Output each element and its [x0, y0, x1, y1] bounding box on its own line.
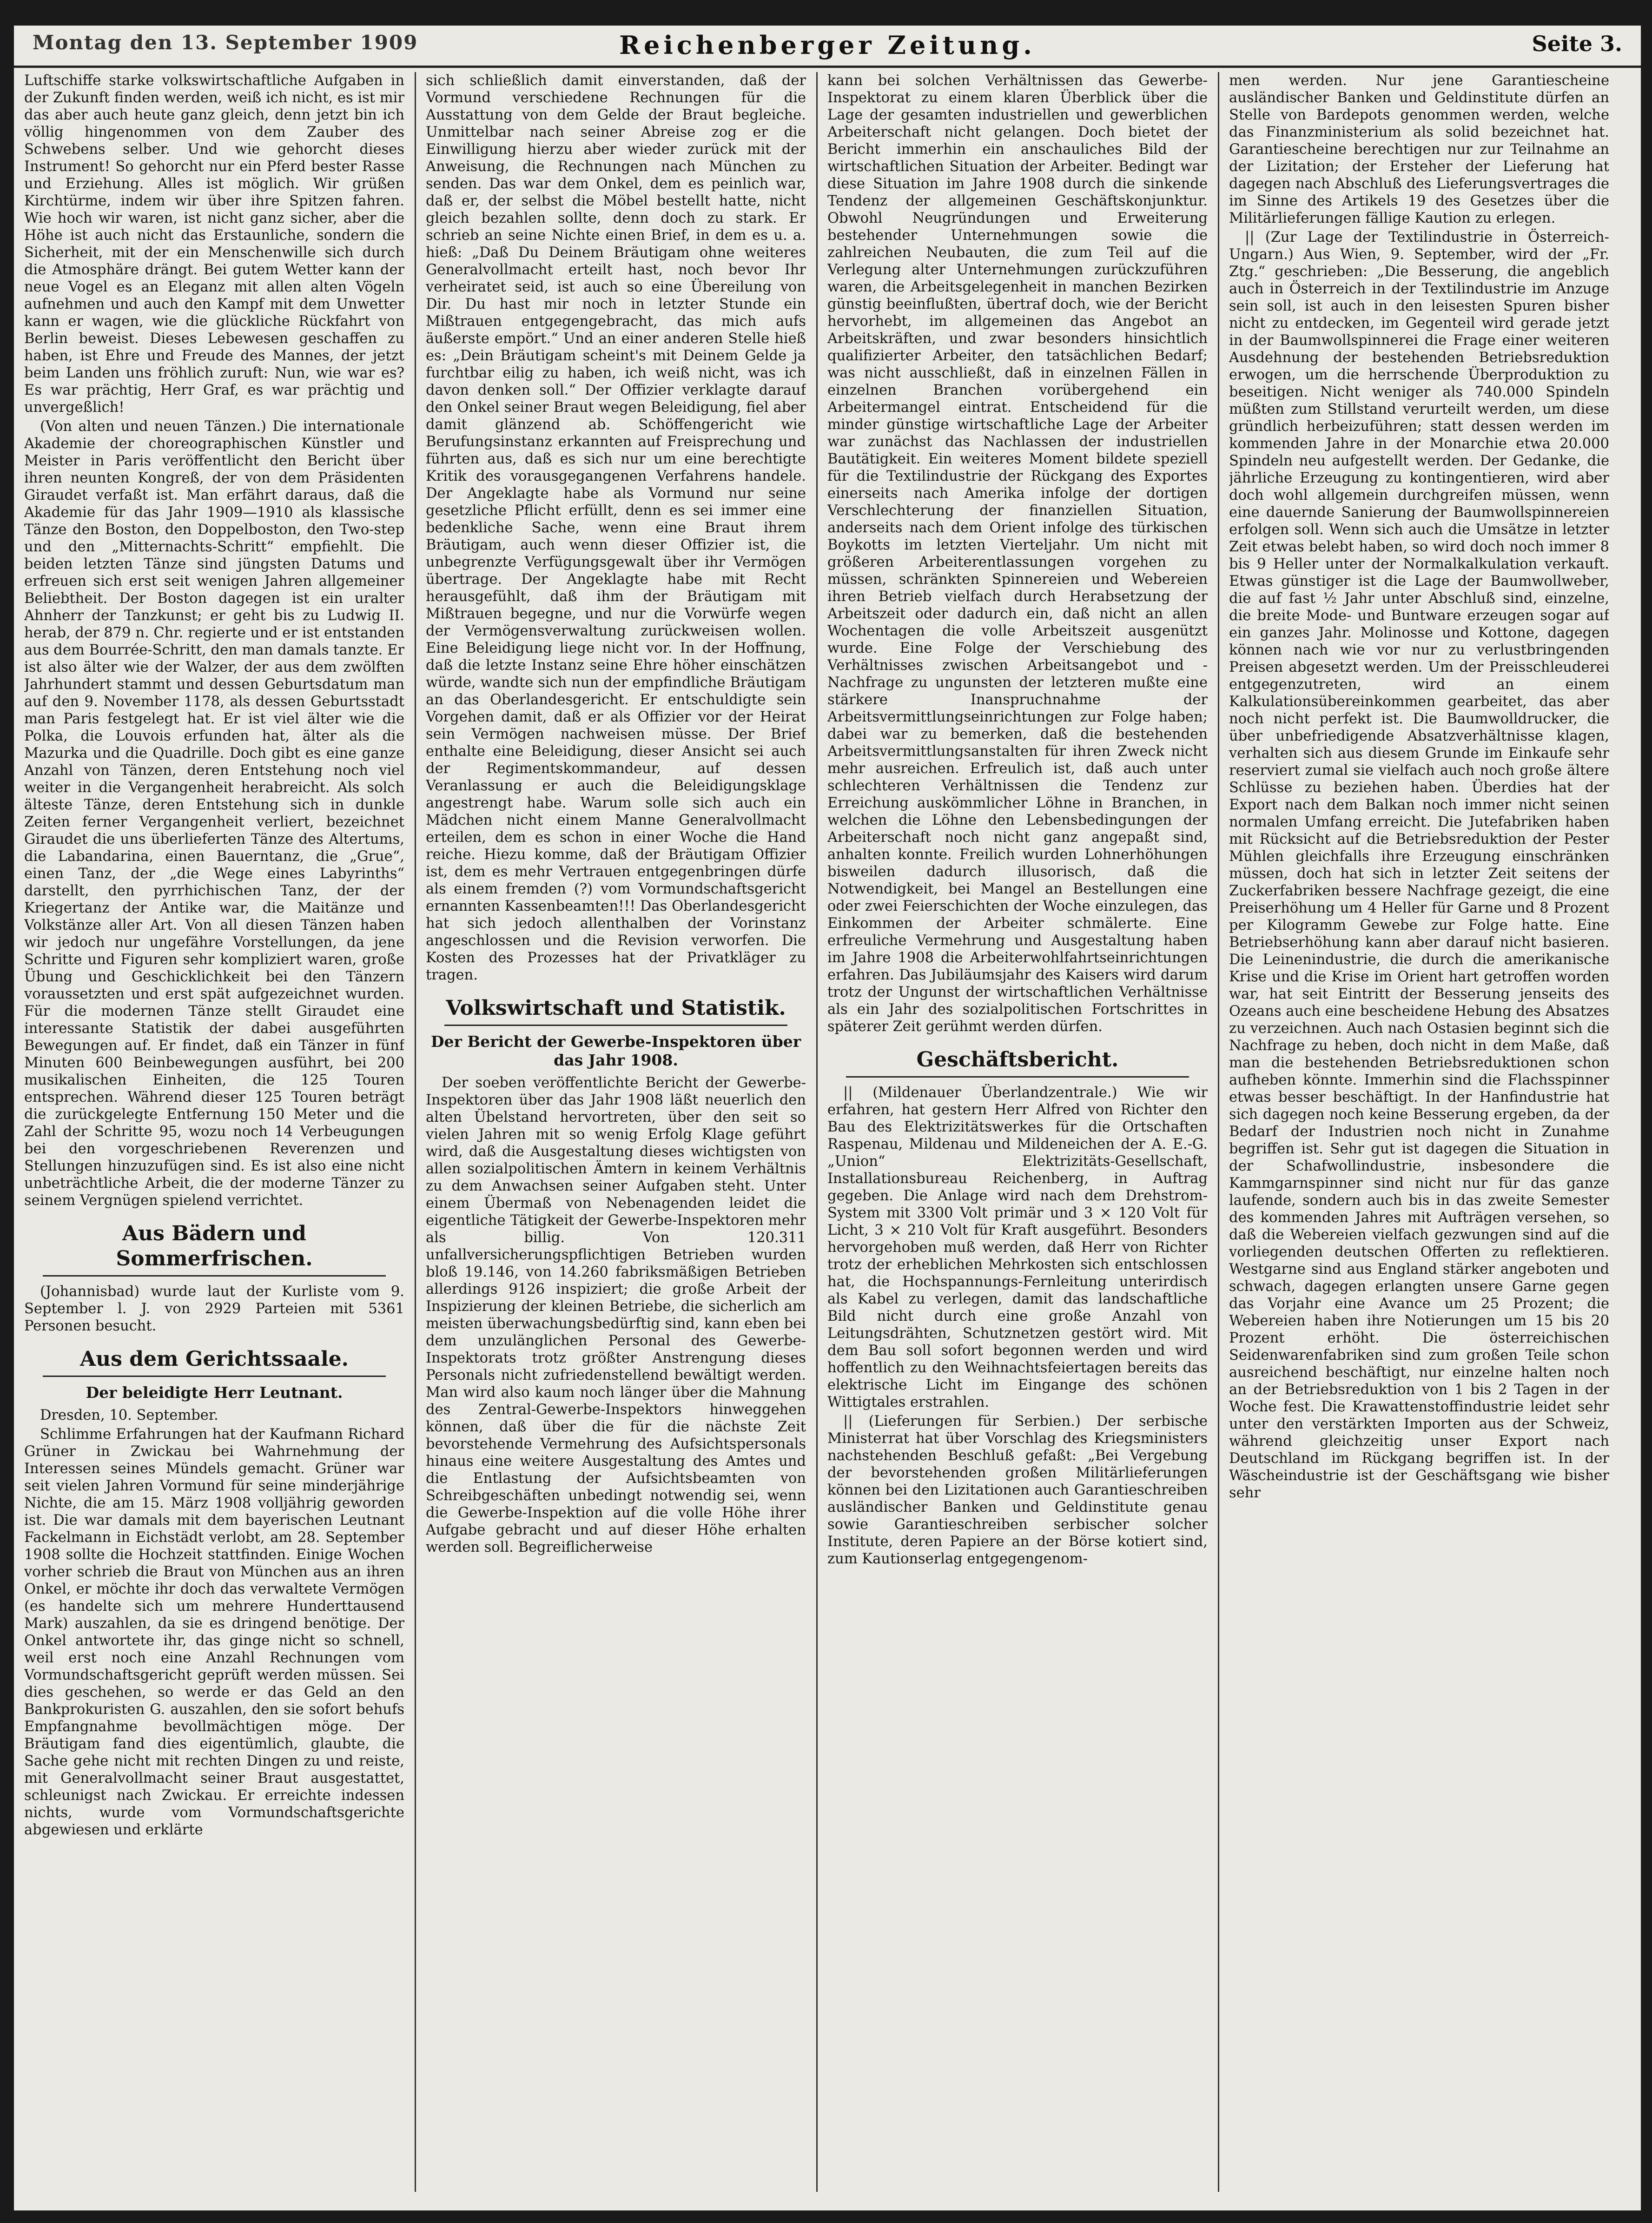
column-3	[827, 72, 1208, 2192]
article-paragraph: (Von alten und neuen Tänzen.) Die internationale Akademie der choreographischen Künstler und Meister in Paris veröffentlicht den Bericht über ihren neunten Kongreß, der von dem Präsidenten Giraudet verfaßt ist. Man erfährt daraus, daß die Akademie für das Jahr 1909—1910 als klassische Tänze den Boston, den Doppelboston, den Two-step und den „Mitternachts-Schritt“ empfiehlt. Die beiden letzten Tänze sind jüngsten Datums und erfreuen sich erst seit wenigen Jahren allgemeiner Beliebtheit. Der Boston dagegen ist ein uralter Ahnherr der Tanzkunst; er geht bis zu Ludwig II. herab, der 879 n. Chr. regierte und er ist entstanden aus dem Bourrée-Schritt, den man damals tanzte. Er ist also älter wie der Walzer, der aus dem zwölften Jahrhundert stammt und dessen Geburtsdatum man auf den 9. November 1178, als dessen Geburtsstadt man Paris festgelegt hat. Er ist viel älter wie die Polka, die Louvois erfunden hat, älter als die Mazurka und die Quadrille. Doch gibt es eine ganze Anzahl von Tänzen, deren Entstehung noch viel weiter in die Vergangenheit herabreicht. Als solch älteste Tänze, deren Entstehung sich in dunkle Zeiten ferner Vergangenheit verliert, bezeichnet Giraudet die uns überlieferten Tänze des Altertums, die Labandarina, einen Bauerntanz, die „Grue“, einen Tanz, der „die Wege eines Labyrinths“ darstellt, den pyrrhichischen Tanz, der der Kriegertanz der Antike war, die Maitänze und Volkstänze aller Art. Von all diesen Tänzen haben wir jedoch nur ungefähre Vorstellungen, da jene Schritte und Figuren sehr kompliziert waren, große Übung und Geschicklichkeit bei den Tänzern voraussetzten und erst spät aufgezeichnet wurden. Für die modernen Tänze stellt Giraudet eine interessante Statistik der dabei ausgeführten Bewegungen auf. Er findet, daß ein Tänzer in fünf Minuten 600 Beinbewegungen ausführt, bei 200 musikalischen Einheiten, die 125 Touren entsprechen. Während dieser 125 Touren beträgt die zurückgelegte Entfernung 150 Meter und die Zahl der Schritte 95, wozu noch 14 Verbeugungen bei den vorgeschriebenen Reverenzen und Stellungen hinzuzufügen sind. Es ist also eine nicht unbeträchtliche Arbeit, die der moderne Tänzer zu seinem Vergnügen spielend verrichtet.	[24, 418, 404, 1209]
page-header	[14, 26, 1641, 68]
article-paragraph: kann bei solchen Verhältnissen das Gewerbe-Inspektorat zu einem klaren Überblick über die Lage der gesamten industriellen und gewerblichen Arbeiterschaft nicht gelangen. Doch bietet der Bericht immerhin ein anschauliches Bild der wirtschaftlichen Situation der Arbeiter. Bedingt war diese Situation im Jahre 1908 durch die sinkende Tendenz der allgemeinen Geschäftskonjunktur. Obwohl Neugründungen und Erweiterung bestehender Unternehmungen sowie die zahlreichen Neubauten, die zum Teil auf die Verlegung alter Unternehmungen zurückzuführen waren, die Arbeitsgelegenheit in manchen Bezirken günstig beeinflußten, übertraf doch, wie der Bericht hervorhebt, im allgemeinen das Angebot an Arbeitskräften, und zwar besonders hinsichtlich qualifizierter Arbeiter, den tatsächlichen Bedarf; was nicht ausschließt, daß in einzelnen Fällen in einzelnen Branchen vorübergehend ein Arbeitermangel eintrat. Entscheidend für die minder günstige wirtschaftliche Lage der Arbeiter war zunächst das Nachlassen der industriellen Bautätigkeit. Ein weiteres Moment bildete speziell für die Textilindustrie der Rückgang des Exportes einerseits nach Amerika infolge der dortigen Verschlechterung der finanziellen Situation, anderseits nach dem Orient infolge des türkischen Boykotts im letzten Vierteljahr. Um nicht mit größeren Arbeiterentlassungen vorgehen zu müssen, schränkten Spinnereien und Webereien ihren Betrieb vielfach durch Herabsetzung der Arbeitszeit oder dadurch ein, daß nicht an allen Wochentagen die volle Arbeitszeit ausgenützt wurde. Eine Folge der Verschiebung des Verhältnisses zwischen Arbeitsangebot und -Nachfrage zu ungunsten der letzteren mußte eine stärkere Inanspruchnahme der Arbeitsvermittlungseinrichtungen zur Folge haben; dabei war zu bemerken, daß die bestehenden Arbeitsvermittlungsanstalten für ihren Zweck nicht mehr ausreichen. Erfreulich ist, daß auch unter schlechteren Verhältnissen die Tendenz zur Erreichung auskömmlicher Löhne in Branchen, in welchen die Löhne den Lebensbedingungen der Arbeiterschaft noch nicht ganz angepaßt sind, anhalten konnte. Freilich wurden Lohnerhöhungen bisweilen dadurch illusorisch, daß die Notwendigkeit, bei Mangel an Bestellungen eine oder zwei Feierschichten der Woche einzulegen, das Einkommen der Arbeiter schmälerte. Eine erfreuliche Vermehrung und Ausgestaltung haben im Jahre 1908 die Arbeiterwohlfahrtseinrichtungen erfahren. Das Jubiläumsjahr des Kaisers wird darum trotz der Ungunst der wirtschaftlichen Verhältnisse als ein Jahr des sozialpolitischen Fortschrittes in späterer Zeit gerühmt werden dürfen.	[827, 73, 1208, 1035]
section-rule	[846, 1076, 1189, 1078]
section-rule	[43, 1275, 386, 1277]
column-divider	[816, 72, 818, 2192]
section-rule	[444, 1025, 787, 1026]
article-paragraph: Luftschiffe starke volkswirtschaftliche Aufgaben in der Zukunft finden werden, weiß ich nicht, es ist mir das aber auch heute ganz gleich, denn jetzt bin ich völlig hingenommen von dem Zauber des Schwebens selber. Und wie gehorcht dieses Instrument! So gehorcht nur ein Pferd bester Rasse und Erziehung. Alles ist möglich. Wir grüßen Kirchtürme, indem wir über ihre Spitzen fahren. Wie hoch wir waren, ist nicht ganz sicher, aber die Höhe ist auch nicht das Erstaunliche, sondern die Sicherheit, mit der ein Menschenwille sich durch die Atmosphäre drängt. Bei gutem Wetter kann der neue Vogel es an Eleganz mit allen alten Vögeln aufnehmen und auch den Kampf mit dem Unwetter kann er wagen, wie die glückliche Rückfahrt von Berlin beweist. Dieses Lebewesen geschaffen zu haben, ist Ehre und Freude des Mannes, der jetzt beim Landen uns fröhlich zuruft: Nun, wie war es? Es war prächtig, Herr Graf, es war prächtig und unvergeßlich!	[24, 73, 404, 416]
newspaper-title: Reichenberger Zeitung.	[619, 30, 1036, 60]
column-2	[426, 72, 806, 2192]
section-heading: Aus Bädern und Sommerfrischen.	[116, 1222, 313, 1270]
newspaper-page	[14, 26, 1641, 2210]
column-1	[24, 72, 404, 2192]
article-paragraph: || (Lieferungen für Serbien.) Der serbische Ministerrat hat über Vorschlag des Kriegsministers nachstehenden Beschluß gefaßt: „Bei Vergebung der bevorstehenden großen Militärlieferungen können bei den Lizitationen auch Garantieschreiben ausländischer Banken und Geldinstitute genau sowie Garantieschreiben serbischer solcher Institute, deren Papiere an der Börse kotiert sind, zum Kautionserlag entgegengenom-	[827, 1413, 1208, 1567]
article-paragraph: sich schließlich damit einverstanden, daß der Vormund verschiedene Rechnungen für die Ausstattung von dem Gelde der Braut begleiche. Unmittelbar nach seiner Abreise zog er die Einwilligung hierzu aber wieder zurück mit der Anweisung, die Rechnungen nach München zu senden. Das war dem Onkel, dem es peinlich war, daß er, der selbst die Möbel bestellt hatte, nicht gleich bezahlen sollte, denn doch zu stark. Er schrieb an seine Nichte einen Brief, in dem es u. a. hieß: „Daß Du Deinem Bräutigam ohne weiteres Generalvollmacht erteilt hast, noch bevor Ihr verheiratet seid, ist auch so eine Übereilung von Dir. Du hast mir noch in letzter Stunde ein Mißtrauen entgegengebracht, das mich aufs äußerste empört.“ Und an einer anderen Stelle hieß es: „Dein Bräutigam scheint's mit Deinem Gelde ja furchtbar eilig zu haben, ich weiß nicht, was ich davon denken soll.“ Der Offizier verklagte darauf den Onkel seiner Braut wegen Beleidigung, fiel aber damit glänzend ab. Schöffengericht wie Berufungsinstanz erkannten auf Freisprechung und führten aus, daß es sich nur um eine berechtigte Kritik des vorausgegangenen Verfahrens handele. Der Angeklagte habe als Vormund nur seine gesetzliche Pflicht erfüllt, denn es sei immer eine bedenkliche Sache, wenn eine Braut ihrem Bräutigam, auch wenn dieser Offizier ist, die unbegrenzte Verfügungsgewalt über ihr Vermögen übertrage. Der Angeklagte habe mit Recht herausgefühlt, daß ihm der Bräutigam mit Mißtrauen begegne, und nur die Vorwürfe wegen der Vermögensverwaltung zurückweisen wollen. Eine Beleidigung liege nicht vor. In der Hoffnung, daß die letzte Instanz seine Ehre höher einschätzen würde, wandte sich nun der empfindliche Bräutigam an das Oberlandesgericht. Er entschuldigte sein Vorgehen damit, daß er als Offizier vor der Heirat sein Vermögen nachweisen müsse. Der Brief enthalte eine Beleidigung, dieser Ansicht sei auch der Regimentskommandeur, auf dessen Veranlassung er auch die Beleidigungsklage angestrengt habe. Warum solle sich auch ein Mädchen nicht einem Manne Generalvollmacht erteilen, dem es schon in einer Woche die Hand reiche. Hiezu komme, daß der Bräutigam Offizier ist, dem es mehr Vertrauen entgegenbringen dürfe als einem fremden (?) vom Vormundschaftsgericht ernannten Kassenbeamten!!! Das Oberlandesgericht hat sich jedoch allenthalben der Vorinstanz angeschlossen und die Revision verworfen. Die Kosten des Prozesses hat der Privatkläger zu tragen.	[426, 73, 806, 983]
article-paragraph: men werden. Nur jene Garantiescheine ausländischer Banken und Geldinstitute dürfen an Stelle von Bardepots genommen werden, welche das Finanzministerium als solid bezeichnet hat. Garantiescheine berechtigen nur zur Teilnahme an der Lizitation; der Ersteher der Lieferung hat dagegen nach Abschluß des Lieferungsvertrages die im Sinne des Artikels 19 des Gesetzes über die Militärlieferungen fällige Kaution zu erlegen.	[1229, 73, 1609, 226]
section-heading: Volkswirtschaft und Statistik.	[446, 996, 786, 1020]
article-headline: Der Bericht der Gewerbe-Inspektoren über das Jahr 1908.	[430, 1032, 801, 1069]
article-paragraph: Schlimme Erfahrungen hat der Kaufmann Richard Grüner in Zwickau bei Wahrnehmung der Interessen seines Mündels gemacht. Grüner war seit vielen Jahren Vormund für seine minderjährige Nichte, die am 15. März 1908 volljährig geworden ist. Die war damals mit dem bayerischen Leutnant Fackelmann in Eichstädt verlobt, am 28. September 1908 sollte die Hochzeit stattfinden. Einige Wochen vorher schrieb die Braut von München aus an ihren Onkel, er möchte ihr doch das verwaltete Vermögen (es handelte sich um mehrere Hunderttausend Mark) auszahlen, da sie es dringend benötige. Der Onkel antwortete ihr, das ginge nicht so schnell, weil erst noch eine Anzahl Rechnungen vom Vormundschaftsgericht geprüft werden müssen. Sei dies geschehen, so werde er das Geld an den Bankprokuristen G. auszahlen, den sie sofort behufs Empfangnahme bevollmächtigen möge. Der Bräutigam fand dies eigentümlich, glaubte, die Sache gehe nicht mit rechten Dingen zu und reiste, mit Generalvollmacht seiner Braut ausgestattet, schleunigst nach Zwickau. Er erreichte indessen nichts, wurde vom Vormundschaftsgerichte abgewiesen und erklärte	[24, 1426, 404, 1838]
article-paragraph: Dresden, 10. September.	[40, 1407, 218, 1423]
section-heading: Geschäftsbericht.	[916, 1048, 1119, 1072]
article-headline: Der beleidigte Herr Leutnant.	[86, 1383, 343, 1402]
column-divider	[1218, 72, 1219, 2192]
article-paragraph: || (Mildenauer Überlandzentrale.) Wie wir erfahren, hat gestern Herr Alfred von Richter den Bau des Elektrizitätswerkes für die Ortschaften Raspenau, Mildenau und Mildeneichen der A. E.-G. „Union“ Elektrizitäts-Gesellschaft, Installationsbureau Reichenberg, in Auftrag gegeben. Die Anlage wird nach dem Drehstrom-System mit 3300 Volt primär und 3 × 120 Volt für Licht, 3 × 210 Volt für Kraft ausgeführt. Besonders hervorgehoben muß werden, daß Herr von Richter trotz der erheblichen Mehrkosten sich entschlossen hat, die Hochspannungs-Fernleitung unterirdisch als Kabel zu verlegen, damit das landschaftliche Bild nicht durch eine große Anzahl von Leitungsdrähten, Schutznetzen gestört wird. Mit dem Bau soll sofort begonnen werden und wird hoffentlich zu den Weihnachtsfeiertagen bereits das elektrische Licht im Eingange des schönen Wittigtales erstrahlen.	[827, 1085, 1208, 1410]
column-4	[1229, 72, 1609, 2192]
header-date: Montag den 13. September 1909	[33, 31, 418, 54]
section-rule	[43, 1376, 386, 1377]
page-number: Seite 3.	[1532, 31, 1622, 56]
article-paragraph: (Johannisbad) wurde laut der Kurliste vom 9. September l. J. von 2929 Parteien mit 5361 Personen besucht.	[24, 1284, 404, 1334]
section-heading: Aus dem Gerichtssaale.	[79, 1347, 349, 1371]
article-paragraph: || (Zur Lage der Textilindustrie in Österreich-Ungarn.) Aus Wien, 9. September, wird der „Fr. Ztg.“ geschrieben: „Die Besserung, die angeblich auch in Österreich in der Textilindustrie im Anzuge sein soll, ist auch in den leisesten Spuren bisher nicht zu entdecken, im Gegenteil wird gerade jetzt in der Baumwollspinnerei die Frage einer weiteren Ausdehnung der bestehenden Betriebsreduktion erwogen, um die herrschende Überproduktion zu beseitigen. Nicht weniger als 740.000 Spindeln müßten zum Stillstand verurteilt werden, um diese gründlich herbeizuführen; statt dessen werden im kommenden Jahre in der Monarchie etwa 20.000 Spindeln neu aufgestellt werden. Der Gedanke, die jährliche Erzeugung zu kontingentieren, wird aber doch wohl allgemein durchgreifen müssen, wenn eine dauernde Sanierung der Baumwollspinnereien erfolgen soll. Wenn sich auch die Umsätze in letzter Zeit etwas belebt haben, so wird doch noch immer 8 bis 9 Heller unter der Normalkalkulation verkauft. Etwas günstiger ist die Lage der Baumwollweber, die auf fast ½ Jahr unter Abschluß sind, einzelne, die breite Mode- und Buntware erzeugen sogar auf ein ganzes Jahr. Molinosse und Kottone, dagegen können nach wie vor nur zu verlustbringenden Preisen abgesetzt werden. Um der Preisschleuderei entgegenzutreten, wird an einem Kalkulationsübereinkommen gearbeitet, das aber noch nicht perfekt ist. Die Baumwolldrucker, die über unbefriedigende Absatzverhältnisse klagen, verhalten sich aus diesem Grunde im Einkaufe sehr reserviert zumal sie vielfach auch noch große ältere Schlüsse zu beziehen haben. Überdies hat der Export nach dem Balkan noch immer nicht seinen normalen Umfang erreicht. Die Jutefabriken haben mit Rücksicht auf die Betriebsreduktion der Pester Mühlen gleichfalls ihre Erzeugung einschränken müssen, doch hat sich in letzter Zeit seitens der Zuckerfabriken bessere Nachfrage gezeigt, die eine Preiserhöhung um 4 Heller für Garne und 8 Prozent per Kilogramm Gewebe zur Folge hatte. Eine Betriebserhöhung kann aber darauf nicht basieren. Die Leinenindustrie, die durch die amerikanische Krise und die Krise im Orient hart getroffen worden war, hat seit Eintritt der Besserung jenseits des Ozeans auch eine bescheidene Hebung des Absatzes zu verzeichnen. Auch nach Ostasien beginnt sich die Nachfrage zu heben, doch nicht in dem Maße, daß man die bestehenden Betriebsreduktionen schon aufheben könnte. Immerhin sind die Flachsspinner etwas besser beschäftigt. In der Hanfindustrie hat sich dagegen noch keine Besserung ergeben, da der Bedarf der Industrien noch nicht in Zunahme begriffen ist. Sehr gut ist dagegen die Situation in der Schafwollindustrie, insbesondere die Kammgarnspinner sind nicht nur für das ganze laufende, sondern auch bis in das zweite Semester des kommenden Jahres mit Aufträgen versehen, so daß die Webereien vielfach gezwungen sind auf die vorliegenden deutschen Offerten zu reflektieren. Westgarne sind aus England stärker angeboten und schwach, dagegen erlangten unsere Garne gegen das Vorjahr eine Avance um 25 Prozent; die Webereien haben ihre Notierungen um 15 bis 20 Prozent erhöht. Die österreichischen Seidenwarenfabriken sind zum großen Teile schon ausreichend beschäftigt, nur einzelne halten noch an der Betriebsreduktion von 1 bis 2 Tagen in der Woche fest. Die Krawattenstoffindustrie leidet sehr unter den verstärkten Importen aus der Schweiz, während gleichzeitig unser Export nach Deutschland im Rückgang begriffen ist. In der Wäscheindustrie ist der Geschäftsgang wie bisher sehr	[1229, 229, 1609, 1501]
article-paragraph: Der soeben veröffentlichte Bericht der Gewerbe-Inspektoren über das Jahr 1908 läßt neuerlich den alten Übelstand hervortreten, über den seit so vielen Jahren mit so wenig Erfolg Klage geführt wird, daß die Ausgestaltung dieses wichtigsten von allen sozialpolitischen Ämtern in keinem Verhältnis zu dem Anwachsen seiner Aufgaben steht. Unter einem Übermaß von Nebenagenden leidet die eigentliche Tätigkeit der Gewerbe-Inspektoren mehr als billig. Von 120.311 unfallversicherungspflichtigen Betrieben wurden bloß 19.146, von 14.260 fabriksmäßigen Betrieben allerdings 9126 inspiziert; die große Arbeit der Inspizierung der kleinen Betriebe, die sicherlich am meisten überwachungsbedürftig sind, kann eben bei dem unzulänglichen Personal des Gewerbe-Inspektorats trotz größter Anstrengung dieses Personals nicht zufriedenstellend bewältigt werden. Man wird also kaum noch länger über die Mahnung des Zentral-Gewerbe-Inspektors hinweggehen können, daß über die für die nächste Zeit bevorstehende Vermehrung des Aufsichtspersonals hinaus eine weitere Ausgestaltung des Amtes und die Entlastung der Aufsichtsbeamten von Schreibgeschäften unbedingt notwendig sei, wenn die Gewerbe-Inspektion auf die volle Höhe ihrer Aufgabe gebracht und auf dieser Höhe erhalten werden soll. Begreiflicherweise	[426, 1075, 806, 1555]
column-divider	[415, 72, 416, 2192]
